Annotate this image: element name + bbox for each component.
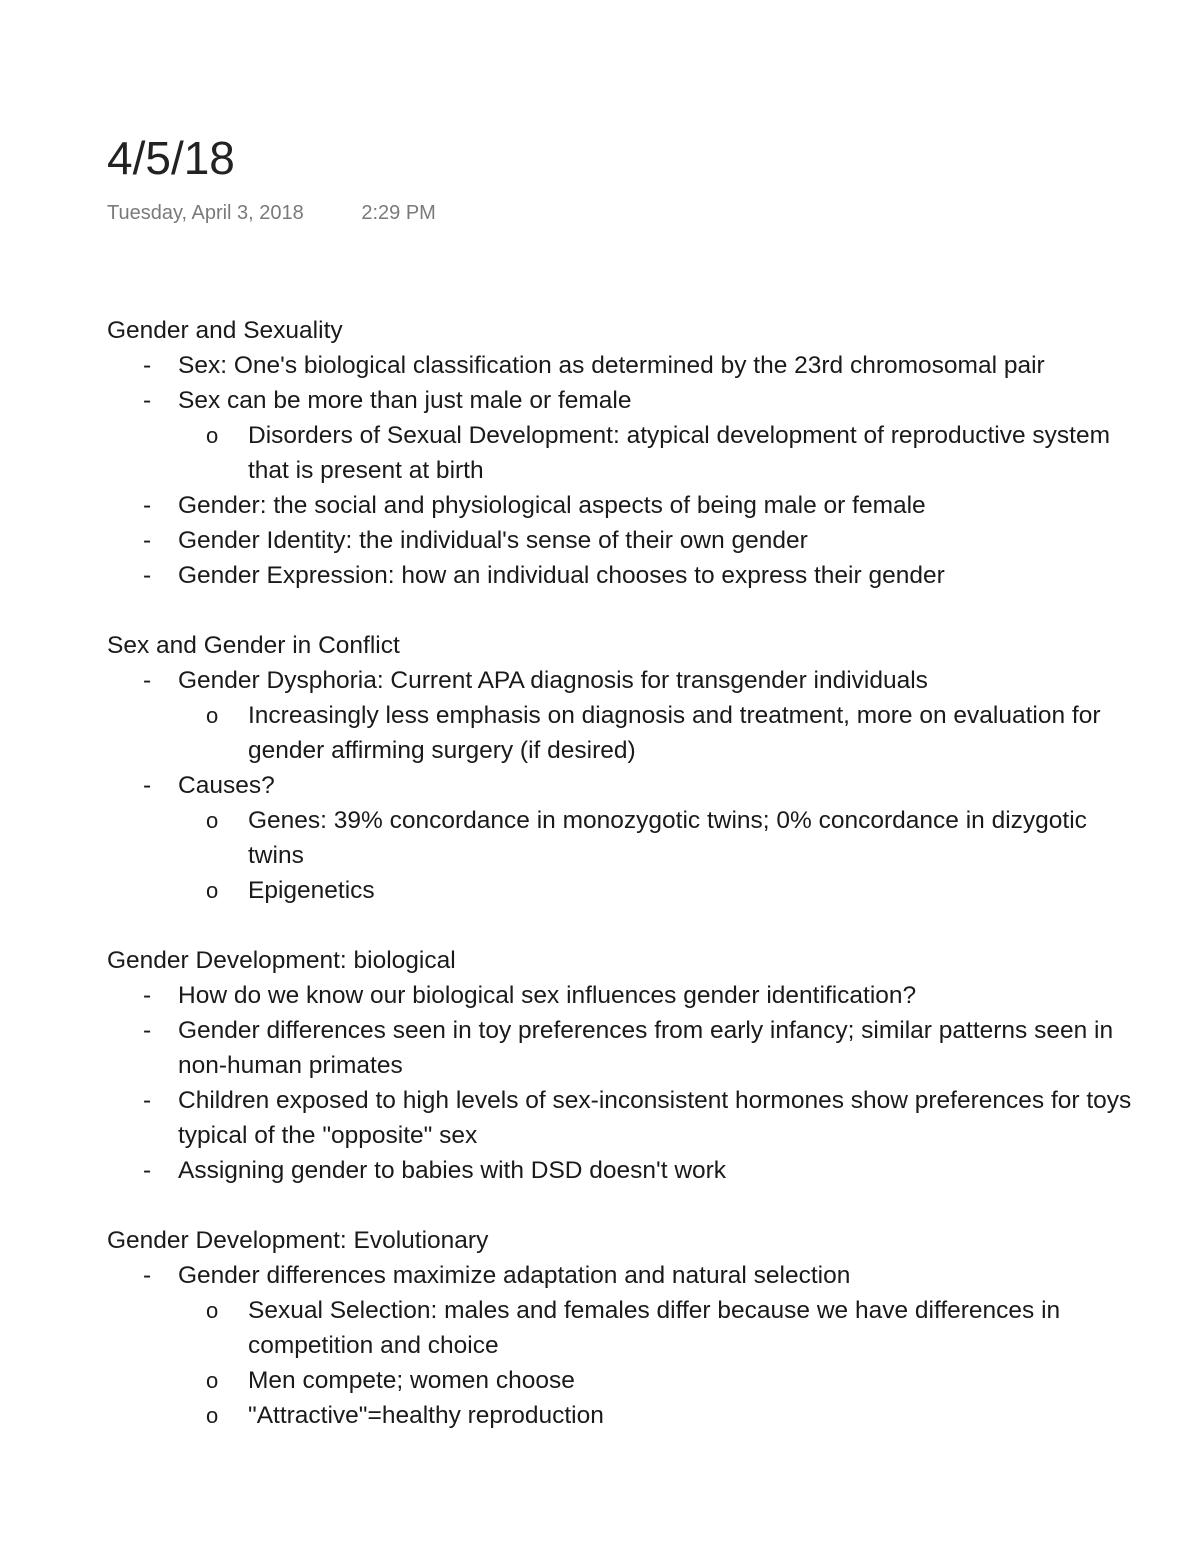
item-text: "Attractive"=healthy reproduction — [248, 1402, 604, 1429]
sub-list-item — [107, 1398, 1147, 1433]
item-text: Sex can be more than just male or female — [178, 387, 632, 414]
list-item — [107, 523, 1147, 558]
list-item — [107, 1153, 1147, 1188]
circle-bullet: o — [206, 1403, 219, 1428]
item-text: Sexual Selection: males and females differ because we have differences in competition and choice — [248, 1297, 1061, 1359]
page-title: 4/5/18 — [107, 132, 235, 184]
note-section — [107, 313, 1147, 593]
sub-list-item — [107, 1293, 1147, 1363]
item-text: Men compete; women choose — [248, 1367, 575, 1394]
dash-bullet: - — [143, 562, 152, 589]
note-body — [107, 313, 1147, 1468]
dash-bullet: - — [143, 982, 152, 1009]
dash-bullet: - — [143, 527, 152, 554]
note-date: Tuesday, April 3, 2018 — [107, 202, 304, 224]
item-text: Assigning gender to babies with DSD doesn't work — [178, 1157, 727, 1184]
note-timestamp — [107, 202, 436, 225]
list-item — [107, 558, 1147, 593]
note-section — [107, 628, 1147, 908]
item-text: Gender Identity: the individual's sense of their own gender — [178, 527, 808, 554]
sub-list-item — [107, 418, 1147, 488]
item-text: How do we know our biological sex influences gender identification? — [178, 982, 917, 1009]
item-text: Genes: 39% concordance in monozygotic twins; 0% concordance in dizygotic twins — [248, 807, 1087, 869]
note-time: 2:29 PM — [361, 202, 436, 224]
note-section — [107, 943, 1147, 1188]
section-heading: Sex and Gender in Conflict — [107, 632, 400, 659]
sub-list-item — [107, 1363, 1147, 1398]
list-item — [107, 768, 1147, 803]
section-heading: Gender Development: Evolutionary — [107, 1227, 489, 1254]
sub-list-item — [107, 873, 1147, 908]
dash-bullet: - — [143, 1157, 152, 1184]
item-text: Children exposed to high levels of sex-inconsistent hormones show preferences for toys typical of the "opposite" sex — [178, 1087, 1132, 1149]
note-section — [107, 1223, 1147, 1433]
item-text: Gender Dysphoria: Current APA diagnosis for transgender individuals — [178, 667, 928, 694]
circle-bullet: o — [206, 423, 219, 448]
circle-bullet: o — [206, 808, 219, 833]
circle-bullet: o — [206, 703, 219, 728]
dash-bullet: - — [143, 1262, 152, 1289]
section-heading: Gender and Sexuality — [107, 317, 343, 344]
dash-bullet: - — [143, 492, 152, 519]
list-item — [107, 1083, 1147, 1153]
item-text: Epigenetics — [248, 877, 375, 904]
list-item — [107, 1013, 1147, 1083]
sub-list-item — [107, 803, 1147, 873]
sub-list-item — [107, 698, 1147, 768]
item-text: Disorders of Sexual Development: atypical development of reproductive system that is present at birth — [248, 422, 1110, 484]
item-text: Sex: One's biological classification as determined by the 23rd chromosomal pair — [178, 352, 1045, 379]
circle-bullet: o — [206, 878, 219, 903]
item-text: Gender differences maximize adaptation and natural selection — [178, 1262, 851, 1289]
list-item — [107, 348, 1147, 383]
dash-bullet: - — [143, 667, 152, 694]
item-text: Causes? — [178, 772, 275, 799]
dash-bullet: - — [143, 352, 152, 379]
dash-bullet: - — [143, 1017, 152, 1044]
list-item — [107, 383, 1147, 418]
dash-bullet: - — [143, 772, 152, 799]
item-text: Gender differences seen in toy preferences from early infancy; similar patterns seen in non-human primates — [178, 1017, 1114, 1079]
item-text: Increasingly less emphasis on diagnosis and treatment, more on evaluation for gender affirming surgery (if desired) — [248, 702, 1101, 764]
item-text: Gender Expression: how an individual chooses to express their gender — [178, 562, 945, 589]
dash-bullet: - — [143, 1087, 152, 1114]
dash-bullet: - — [143, 387, 152, 414]
item-text: Gender: the social and physiological aspects of being male or female — [178, 492, 926, 519]
circle-bullet: o — [206, 1368, 219, 1393]
list-item — [107, 663, 1147, 698]
circle-bullet: o — [206, 1298, 219, 1323]
list-item — [107, 488, 1147, 523]
section-heading: Gender Development: biological — [107, 947, 456, 974]
list-item — [107, 1258, 1147, 1293]
list-item — [107, 978, 1147, 1013]
